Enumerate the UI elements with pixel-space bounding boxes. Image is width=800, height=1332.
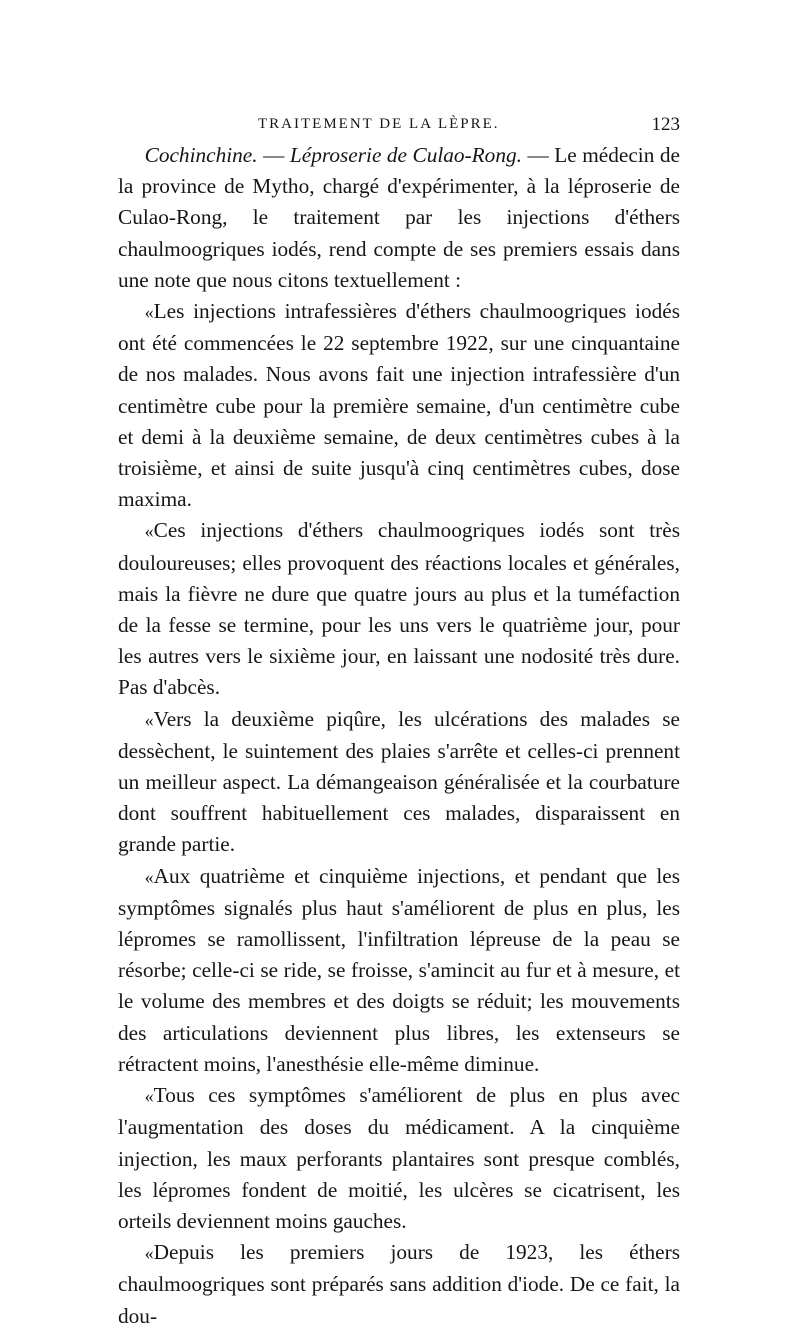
opening-quote-mark: « (144, 709, 154, 730)
opening-quote-mark: « (144, 521, 154, 542)
opening-quote-mark: « (144, 1243, 154, 1264)
paragraph-text: Les injections intrafessières d'éthers chaulmoogriques iodés ont été commencées le 22 septembre 1922, sur une cinquantaine de nos malades. Nous avons fait une injection intrafessière d'un centimètre cube pour la première semaine, d'un centimètre cube et demi à la deuxième semaine, de deux centimètres cubes à la troisième, et ainsi de suite jusqu'à cinq centimètres cubes, dose maxima. (118, 299, 680, 512)
paragraph-text: Vers la deuxième piqûre, les ulcérations des malades se dessèchent, le suintement des plaies s'arrête et celles-ci prennent un meilleur aspect. La démangeaison généralisée et la courbature dont souffrent habituellement ces malades, disparaissent en grande partie. (118, 706, 680, 857)
lead-subplace: Léproserie de Culao-Rong. (289, 143, 522, 167)
quoted-paragraph (118, 1237, 680, 1332)
paragraph-text: Tous ces symptômes s'améliorent de plus en plus avec l'augmentation des doses du médicament. A la cinquième injection, les maux perforants plantaires sont presque comblés, les lépromes fondent de moitié, les ulcères se cicatrisent, les orteils deviennent moins gauches. (118, 1083, 680, 1233)
paragraph-text: Ces injections d'éthers chaulmoogriques iodés sont très douloureuses; elles provoquent des réactions locales et générales, mais la fièvre ne dure que quatre jours au plus et la tuméfaction de la fesse se termine, pour les uns vers le quatrième jour, pour les autres vers le sixième jour, en laissant une nodosité très dure. Pas d'abcès. (118, 518, 680, 700)
body-text (118, 140, 680, 1332)
lead-dash: — (257, 143, 290, 167)
quoted-paragraph (118, 704, 680, 861)
paragraph-text: Depuis les premiers jours de 1923, les éthers chaulmoogriques sont préparés sans addition d'iode. De ce fait, la dou- (118, 1240, 680, 1328)
opening-quote-mark: « (144, 302, 154, 323)
lead-paragraph (118, 140, 680, 296)
opening-quote-mark: « (144, 1086, 154, 1107)
running-title: TRAITEMENT DE LA LÈPRE. (258, 116, 500, 132)
lead-text: — Le médecin de la province de Mytho, chargé d'expérimenter, à la léproserie de Culao-Rong, le traitement par les injections d'éthers chaulmoogriques iodés, rend compte de ses premiers essais dans une note que nous citons textuellement : (118, 143, 680, 292)
quoted-paragraph (118, 861, 680, 1080)
quoted-paragraph (118, 515, 680, 703)
quoted-paragraph (118, 296, 680, 515)
running-head (118, 110, 680, 140)
page-number: 123 (651, 114, 680, 135)
lead-place: Cochinchine. (144, 143, 258, 167)
book-page (118, 110, 680, 1332)
opening-quote-mark: « (144, 866, 154, 887)
quoted-paragraph (118, 1080, 680, 1237)
paragraph-text: Aux quatrième et cinquième injections, et pendant que les symptômes signalés plus haut s'améliorent de plus en plus, les lépromes se ramollissent, l'infiltration lépreuse de la peau se résorbe; celle-ci se ride, se froisse, s'amincit au fur et à mesure, et le volume des membres et des doigts se réduit; les mouvements des articulations deviennent plus libres, les extenseurs se rétractent moins, l'anesthésie elle-même diminue. (118, 863, 680, 1076)
